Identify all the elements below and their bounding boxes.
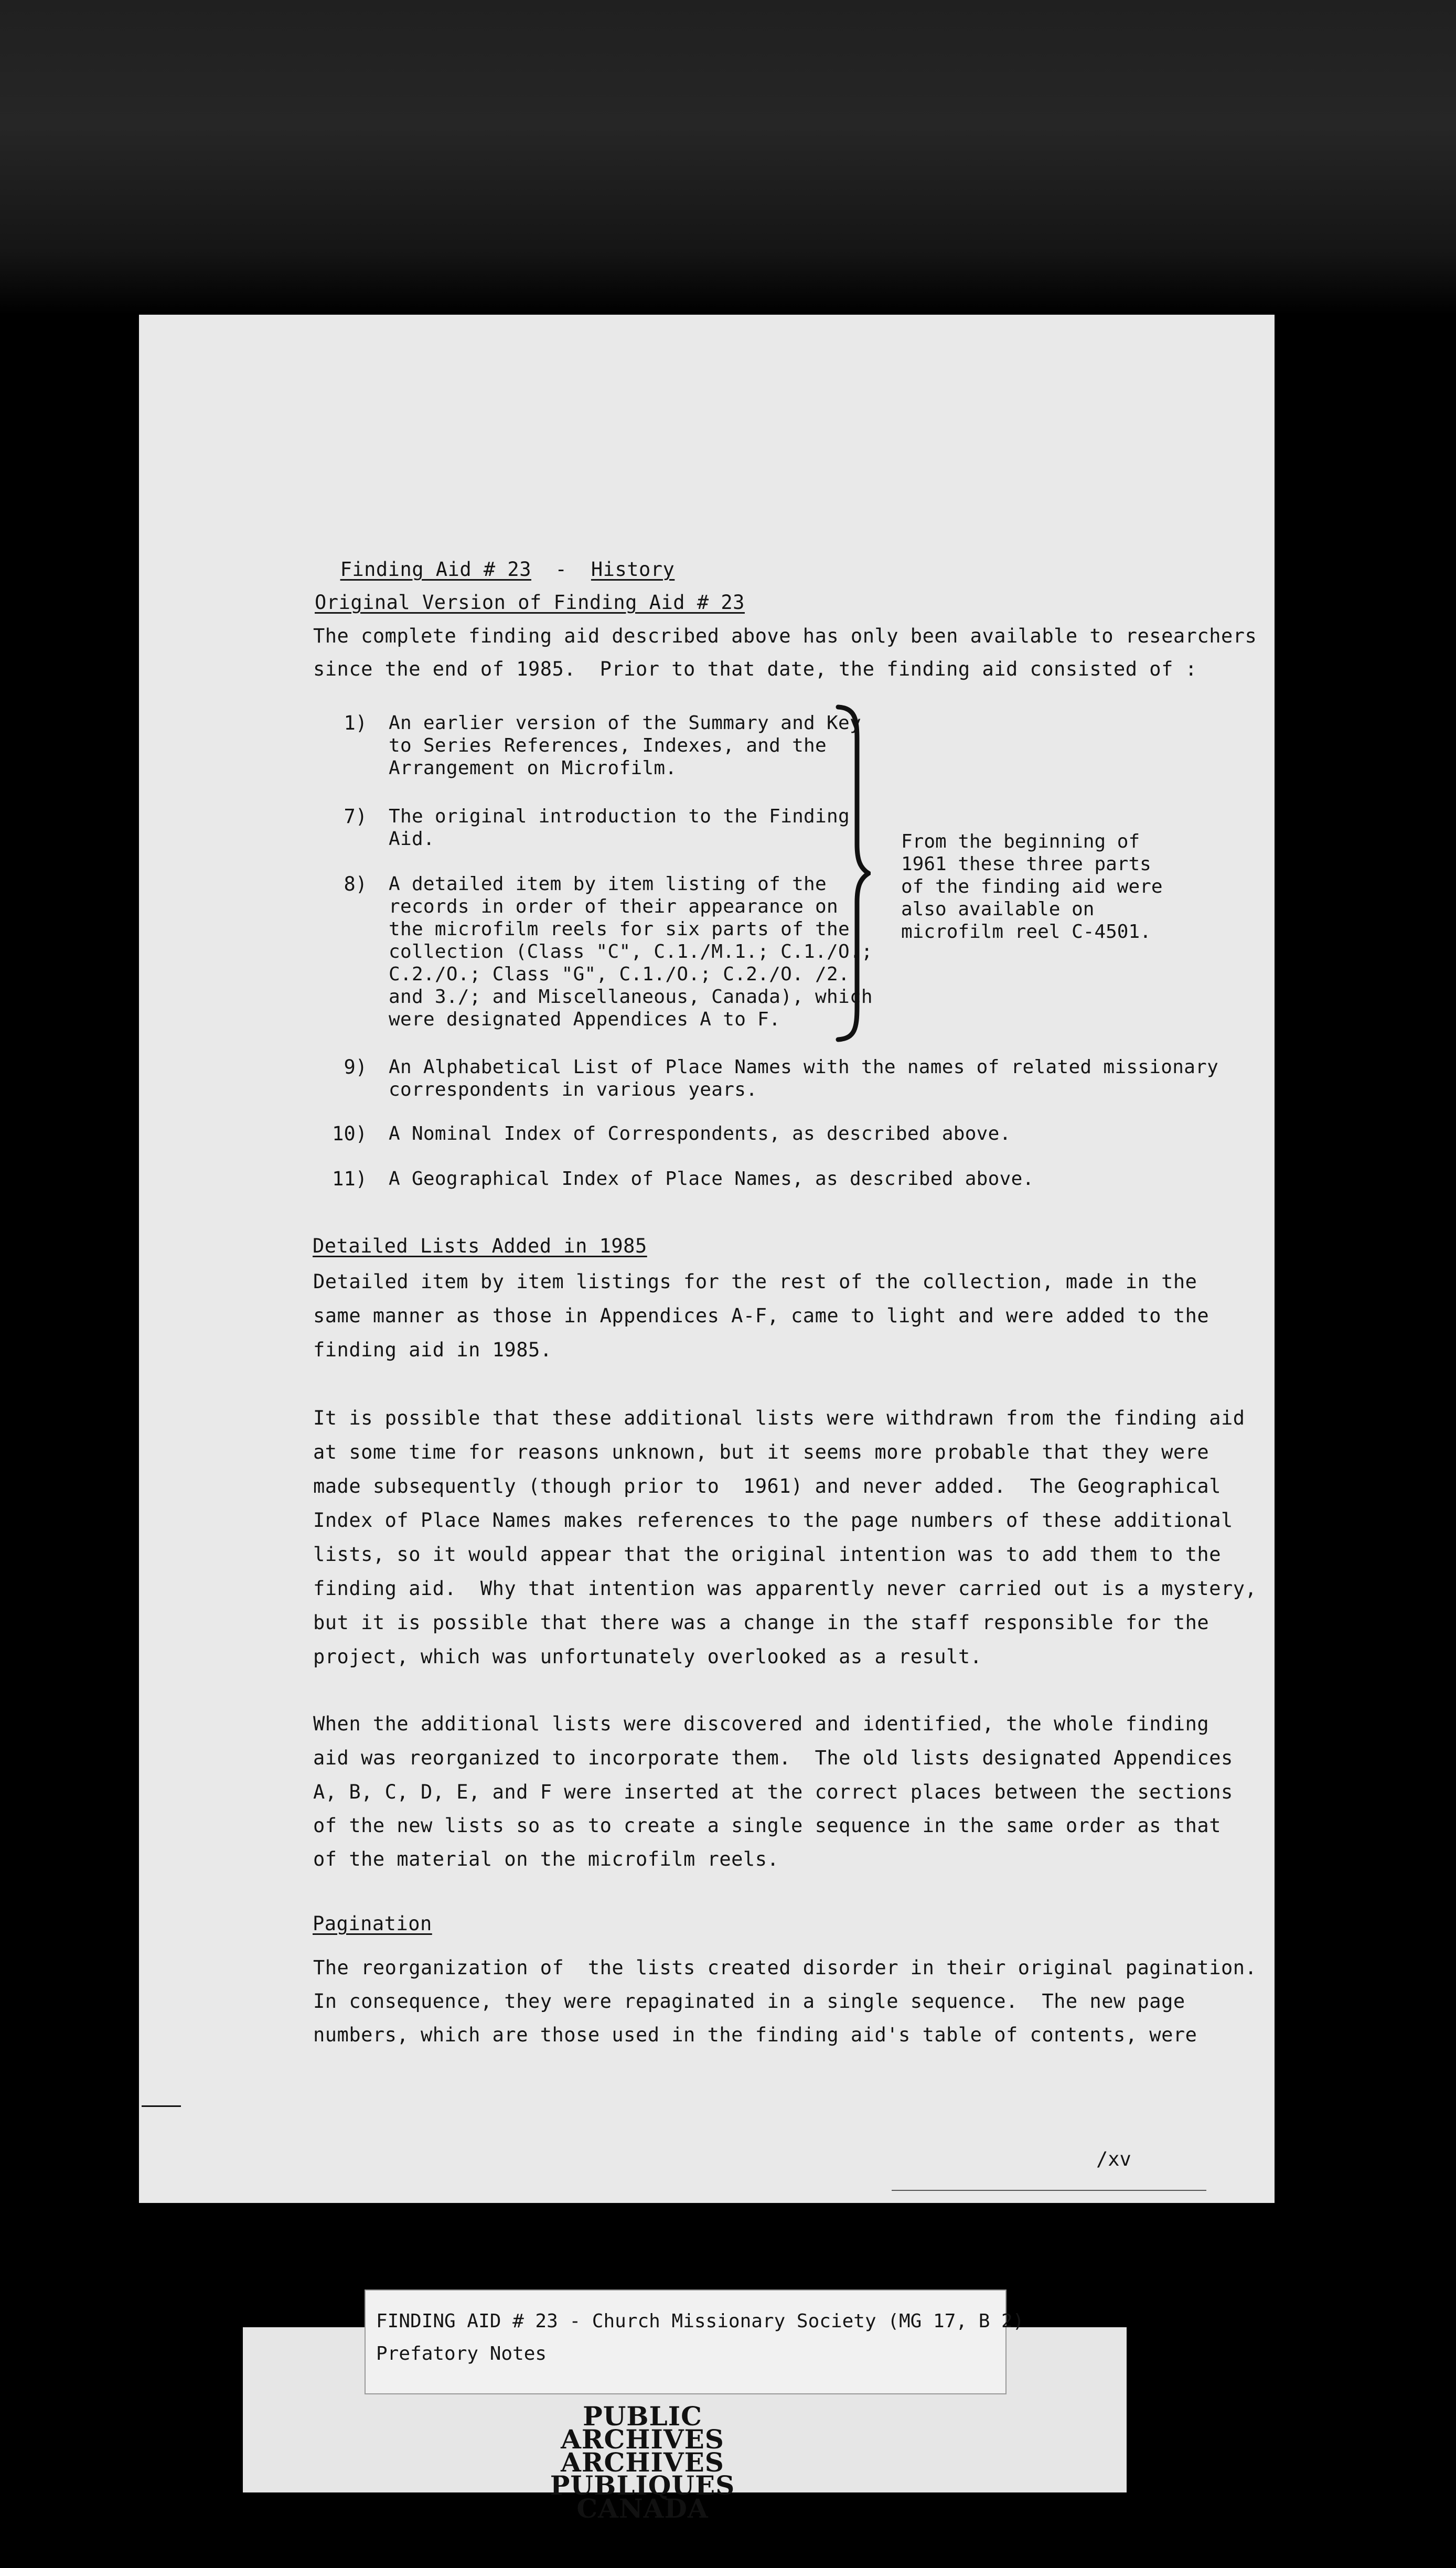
paragraph-line: same manner as those in Appendices A-F, came to light and were added to the (313, 1304, 1209, 1327)
heading-finding-aid: Finding Aid # 23 (340, 558, 531, 581)
stamp-line: CANADA (576, 2493, 709, 2524)
paragraph-line: but it is possible that there was a change in the staff responsible for the (313, 1611, 1209, 1634)
paragraph-line: In consequence, they were repaginated in a single sequence. The new page (313, 1990, 1185, 2013)
scan-mark (892, 2190, 1206, 2191)
list-item: An earlier version of the Summary and Key to Series References, Indexes, and the Arrangement on Microfilm. (389, 712, 861, 779)
page-number: /xv (1096, 2148, 1131, 2170)
paragraph-line: Index of Place Names makes references to the page numbers of these additional (313, 1509, 1233, 1532)
label-title: FINDING AID # 23 - Church Missionary Society (MG 17, B 2) (376, 2310, 1024, 2332)
heading-separator: - (555, 558, 568, 581)
paragraph-line: Detailed item by item listings for the rest of the collection, made in the (313, 1270, 1197, 1293)
item-number: 11) (332, 1168, 367, 1190)
stamp-line: PUBLIC ARCHIVES (561, 2401, 724, 2455)
item-number: 1) (344, 712, 367, 734)
section-title-pagination: Pagination (313, 1912, 432, 1935)
paragraph-line: It is possible that these additional lists were withdrawn from the finding aid (313, 1407, 1245, 1429)
item-number: 9) (344, 1056, 367, 1078)
finding-aid-label (365, 2289, 1024, 2394)
scan-top-band (0, 0, 1456, 315)
item-number: 10) (332, 1122, 367, 1145)
paragraph-line: The complete finding aid described above has only been available to researchers (313, 625, 1257, 647)
paragraph-line: project, which was unfortunately overlooked as a result. (313, 1645, 982, 1668)
brace-note: From the beginning of 1961 these three parts of the finding aid were also available on microfilm reel C-4501. (901, 831, 1163, 943)
paragraph-line: The reorganization of the lists created disorder in their original pagination. (313, 1956, 1257, 1979)
paragraph-line: of the material on the microfilm reels. (313, 1848, 779, 1870)
paragraph-line: finding aid in 1985. (313, 1339, 552, 1361)
section-title-detailed: Detailed Lists Added in 1985 (313, 1235, 647, 1257)
list-item: A Geographical Index of Place Names, as described above. (389, 1168, 1034, 1190)
paragraph-line: of the new lists so as to create a single sequence in the same order as that (313, 1814, 1221, 1837)
paragraph-line: at some time for reasons unknown, but it seems more probable that they were (313, 1441, 1209, 1463)
list-item: The original introduction to the Finding Aid. (389, 806, 850, 850)
scan-mark (142, 2105, 181, 2107)
stamp-line: ARCHIVES PUBLIQUES (550, 2447, 735, 2501)
section-title-original: Original Version of Finding Aid # 23 (315, 591, 745, 614)
item-number: 8) (344, 873, 367, 895)
curly-brace-icon (834, 703, 871, 1044)
page-heading (316, 535, 675, 581)
label-subtitle: Prefatory Notes (376, 2343, 547, 2364)
paragraph-line: lists, so it would appear that the original intention was to add them to the (313, 1543, 1221, 1566)
heading-history: History (591, 558, 675, 581)
paragraph-line: aid was reorganized to incorporate them. The old lists designated Appendices (313, 1747, 1233, 1769)
list-item: An Alphabetical List of Place Names with the names of related missionary correspondents in various years. (389, 1056, 1219, 1100)
list-item: A Nominal Index of Correspondents, as described above. (389, 1123, 1011, 1144)
paragraph-line: numbers, which are those used in the finding aid's table of contents, were (313, 2024, 1197, 2046)
paragraph-line: finding aid. Why that intention was apparently never carried out is a mystery, (313, 1577, 1257, 1600)
archives-stamp (524, 2401, 761, 2524)
paragraph-line: When the additional lists were discovered and identified, the whole finding (313, 1713, 1209, 1735)
item-number: 7) (344, 805, 367, 828)
list-item: A detailed item by item listing of the records in order of their appearance on the microfilm reels for six parts of the collection (Class "C", C.1./M.1.; C.1./O.; C.2./O.; Class "G", C.1./O.; C.2./O. /2. and 3./; and Miscellaneous, Canada), which were designated Appendices A to F. (389, 873, 873, 1030)
paragraph-line: A, B, C, D, E, and F were inserted at the correct places between the sections (313, 1781, 1233, 1803)
paragraph-line: since the end of 1985. Prior to that date, the finding aid consisted of : (313, 658, 1197, 680)
paragraph-line: made subsequently (though prior to 1961) and never added. The Geographical (313, 1475, 1221, 1497)
